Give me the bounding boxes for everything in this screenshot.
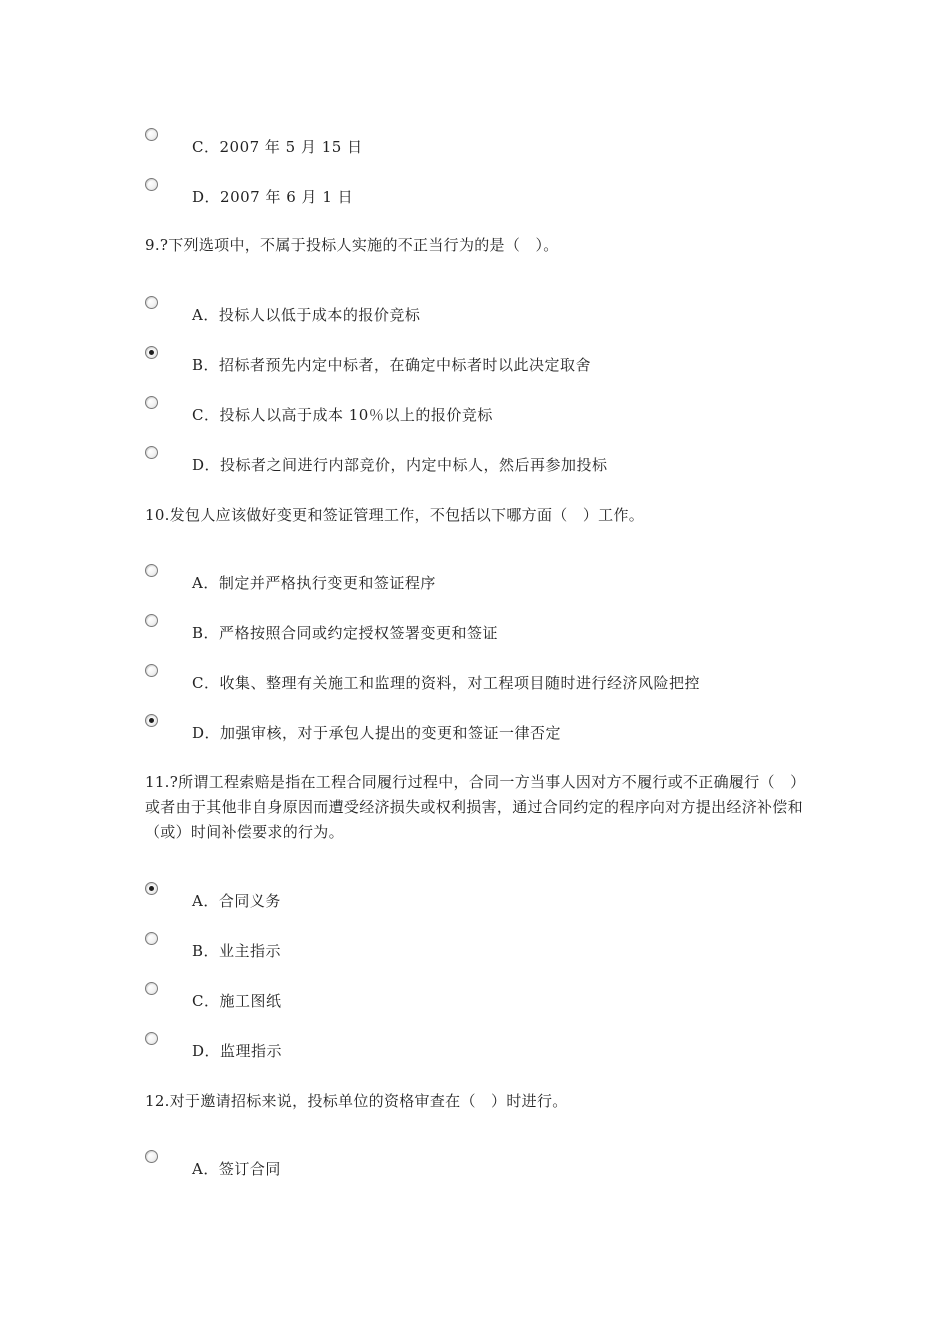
radio-button[interactable] (145, 882, 158, 895)
q9-option-a[interactable] (145, 296, 845, 336)
q11-option-a[interactable] (145, 882, 845, 922)
q9-option-c[interactable] (145, 396, 845, 436)
radio-button[interactable] (145, 664, 158, 677)
radio-button[interactable] (145, 1032, 158, 1045)
option-label: D．2007 年 6 月 1 日 (192, 188, 354, 206)
q12-option-a[interactable] (145, 1150, 845, 1190)
option-label: B．严格按照合同或约定授权签署变更和签证 (192, 624, 499, 642)
option-label: B．业主指示 (192, 942, 282, 960)
radio-button[interactable] (145, 346, 158, 359)
option-label: A．签订合同 (192, 1160, 281, 1178)
radio-button[interactable] (145, 932, 158, 945)
radio-button[interactable] (145, 1150, 158, 1163)
q8-option-c[interactable] (145, 128, 845, 168)
radio-button[interactable] (145, 446, 158, 459)
option-label: C．2007 年 5 月 15 日 (192, 138, 363, 156)
option-label: A．合同义务 (192, 892, 281, 910)
option-label: C．投标人以高于成本 10％以上的报价竞标 (192, 406, 493, 424)
radio-button[interactable] (145, 178, 158, 191)
option-label: B．招标者预先内定中标者，在确定中标者时以此决定取舍 (192, 356, 592, 374)
q9-option-b[interactable] (145, 346, 845, 386)
radio-button[interactable] (145, 614, 158, 627)
option-label: D．投标者之间进行内部竞价，内定中标人，然后再参加投标 (192, 456, 608, 474)
question-11-text: 11.?所谓工程索赔是指在工程合同履行过程中，合同一方当事人因对方不履行或不正确履行（ ）或者由于其他非自身原因而遭受经济损失或权利损害，通过合同约定的程序向对方提出经济补偿和（或）时间补偿要求的行为。 (145, 773, 806, 841)
radio-button[interactable] (145, 128, 158, 141)
option-label: D．监理指示 (192, 1042, 283, 1060)
radio-button[interactable] (145, 714, 158, 727)
question-12-text: 12.对于邀请招标来说，投标单位的资格审查在（ ）时进行。 (145, 1092, 568, 1110)
q11-option-c[interactable] (145, 982, 845, 1022)
q10-option-c[interactable] (145, 664, 845, 704)
radio-button[interactable] (145, 296, 158, 309)
q11-option-b[interactable] (145, 932, 845, 972)
q8-option-d[interactable] (145, 178, 845, 218)
option-label: C．施工图纸 (192, 992, 282, 1010)
radio-button[interactable] (145, 982, 158, 995)
q10-option-a[interactable] (145, 564, 845, 604)
option-label: D．加强审核，对于承包人提出的变更和签证一律否定 (192, 724, 562, 742)
question-9-text: 9.?下列选项中，不属于投标人实施的不正当行为的是（ ）。 (145, 236, 559, 254)
q11-option-d[interactable] (145, 1032, 845, 1072)
q10-option-d[interactable] (145, 714, 845, 754)
q10-option-b[interactable] (145, 614, 845, 654)
radio-button[interactable] (145, 396, 158, 409)
question-10-text: 10.发包人应该做好变更和签证管理工作，不包括以下哪方面（ ）工作。 (145, 506, 645, 524)
option-label: A．制定并严格执行变更和签证程序 (192, 574, 436, 592)
option-label: A．投标人以低于成本的报价竞标 (192, 306, 421, 324)
q9-option-d[interactable] (145, 446, 845, 486)
radio-button[interactable] (145, 564, 158, 577)
option-label: C．收集、整理有关施工和监理的资料，对工程项目随时进行经济风险把控 (192, 674, 700, 692)
